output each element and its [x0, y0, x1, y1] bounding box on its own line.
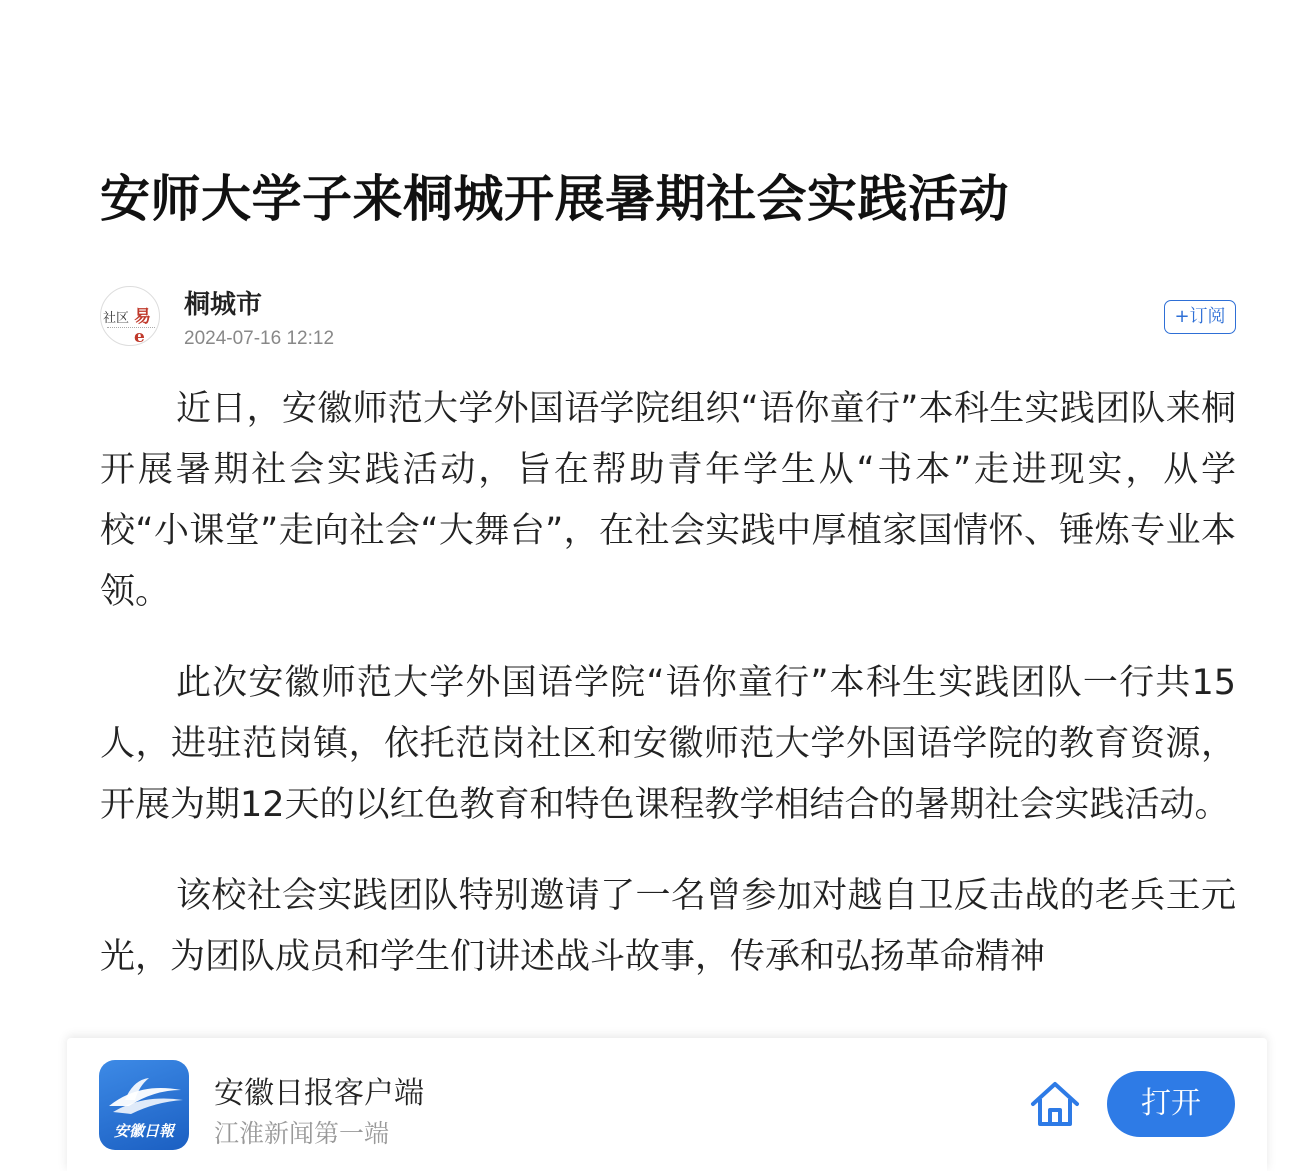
- app-logo-icon: [99, 1060, 189, 1150]
- home-icon: [1027, 1076, 1083, 1132]
- article-paragraph: 此次安徽师范大学外国语学院“语你童行”本科生实践团队一行共15人，进驻范岗镇，依托范岗社区和安徽师范大学外国语学院的教育资源，开展为期12天的以红色教育和特色课程教学相结合的暑期社会实践活动。: [100, 663, 1236, 825]
- publish-time: 2024-07-16 12:12: [184, 328, 335, 349]
- subscribe-button[interactable]: +订阅: [1164, 300, 1236, 334]
- app-slogan: 江淮新闻第一端: [214, 1119, 390, 1148]
- open-app-button[interactable]: 打开: [1107, 1071, 1235, 1137]
- article-paragraph: 近日，安徽师范大学外国语学院组织“语你童行”本科生实践团队来桐开展暑期社会实践活动，旨在帮助青年学生从“书本”走进现实，从学校“小课堂”走向社会“大舞台”，在社会实践中厚植家国情怀、锤炼专业本领。: [100, 389, 1236, 612]
- article-title: 安师大学子来桐城开展暑期社会实践活动: [100, 170, 1009, 228]
- author-avatar[interactable]: [100, 286, 160, 346]
- app-logo-text: 安徽日報: [113, 1122, 175, 1140]
- article-paragraph: 该校社会实践团队特别邀请了一名曾参加对越自卫反击战的老兵王元光，为团队成员和学生们讲述战斗故事，传承和弘扬革命精神: [100, 876, 1236, 977]
- author-name[interactable]: 桐城市: [184, 290, 263, 320]
- avatar-mark: 易e: [134, 307, 151, 346]
- article-body: [100, 379, 1236, 988]
- avatar-decoration: [107, 327, 155, 331]
- author-row: [100, 284, 1236, 354]
- app-download-banner: [67, 1038, 1267, 1171]
- home-button[interactable]: [1027, 1076, 1083, 1132]
- app-name: 安徽日报客户端: [214, 1076, 424, 1111]
- avatar-label: 社区: [103, 311, 130, 326]
- article: [100, 0, 1236, 1018]
- app-logo[interactable]: [99, 1060, 189, 1150]
